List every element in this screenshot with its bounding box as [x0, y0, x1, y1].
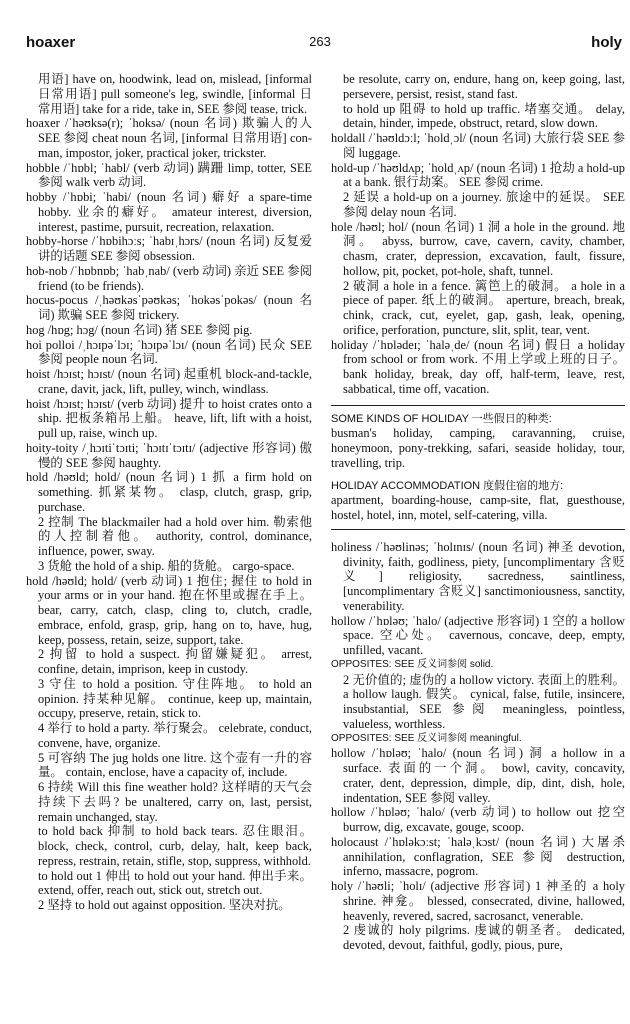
entry-hold-up: hold-up /ˈhəʊldʌp; ˈholdˌʌp/ (noun 名词) 1 抢劫 a hold-up at a bank. 银行劫案。 SEE 参阅 crime.: [331, 160, 625, 190]
right-column: [331, 72, 625, 953]
phrase-hold-up: to hold up 阻碍 to hold up traffic. 堵塞交通。 delay, detain, hinder, impede, obstruct, retard, slow down.: [343, 101, 625, 131]
entry-hob-nob: hob-nob /ˈhɒbnɒb; ˈhabˌnab/ (verb 动词) 亲近 SEE 参阅 friend (to be friends).: [26, 263, 312, 293]
sense-holy-2: 2 虔诚的 holy pilgrims. 虔诚的朝圣者。 dedicated, devoted, devout, faithful, godly, pious, pure,: [343, 923, 625, 952]
sense-hold-out-2: 2 坚持 to hold out against opposition. 坚决对抗。: [38, 898, 291, 912]
entry-continuation: be resolute, carry on, endure, hang on, keep going, last, persevere, persist, resist, stand fast.: [343, 72, 625, 101]
sense-hold-up-2: 2 延误 a hold-up on a journey. 旅途中的延误。 SEE 参阅 delay noun 名词.: [343, 190, 625, 219]
entry-hoaxer: hoaxer /ˈhəʊksə(r); ˈhoksə/ (noun 名词) 欺骗人的人 SEE 参阅 cheat noun 名词, [informal 日常用语] con-man, impostor, joker, practical joker, trickster.: [26, 116, 312, 160]
entry-hole: hole /həʊl; hol/ (noun 名词) 1 洞 a hole in the ground. 地洞。 abyss, burrow, cave, cavern, cavity, chamber, chasm, crater, depression, excavation, fault, fissure, hollow, pit, pocket, pot-hole, shaft, tunnel.: [331, 219, 625, 278]
entry-holy: holy /ˈhəʊli; ˈholɪ/ (adjective 形容词) 1 神圣的 a holy shrine. 神龛。 blessed, consecrated, divine, hallowed, heavenly, revered, sacred, sacrosanct, venerable.: [331, 879, 625, 923]
entry-hobble: hobble /ˈhɒbl; ˈhabl/ (verb 动词) 蹒跚 limp, totter, SEE 参阅 walk verb 动词.: [26, 160, 312, 190]
sense-hold-verb-4: 4 举行 to hold a party. 举行聚会。 celebrate, conduct, convene, have, organize.: [38, 721, 312, 750]
entry-holiday: holiday /ˈhɒlədeɪ; ˈhaləˌde/ (noun 名词) 假日 a holiday from school or from work. 不用上学或上班的日子。 bank holiday, break, day off, half-term, leave, rest, sabbatical, time off, vacation.: [331, 337, 625, 396]
entry-hoist-verb: hoist /hɔɪst; hɔɪst/ (verb 动词) 提升 to hoist crates onto a ship. 把板条箱吊上船。 heave, lift, lift with a hoist, pull up, raise, winch up.: [26, 396, 312, 440]
entry-hollow-verb: hollow /ˈhɒləʊ; ˈhalo/ (verb 动词) to hollow out 挖空 burrow, dig, excavate, gouge, scoop.: [331, 805, 625, 834]
entry-hold-noun: hold /həʊld; hold/ (noun 名词) 1 抓 a firm hold on something. 抓紧某物。 clasp, clutch, grasp, grip, purchase.: [26, 470, 312, 514]
entry-hoity-toity: hoity-toity /ˌhɔɪtiˈtɔɪti; ˈhɔɪtɪˈtɔɪtɪ/ (adjective 形容词) 傲慢的 SEE 参阅 haughty.: [26, 440, 312, 470]
entry-hollow-noun: hollow /ˈhɒləʊ; ˈhalo/ (noun 名词) 洞 a hollow in a surface. 表面的一个洞。 bowl, cavity, concavity, crater, dent, depression, dimple, dip, dint, dish, hole, indentation, SEE 参阅 valley.: [331, 746, 625, 805]
entry-hog: hog /hɒg; hɔg/ (noun 名词) 猪 SEE 参阅 pig.: [26, 322, 253, 337]
left-guide-word: hoaxer: [26, 34, 76, 51]
page-header: [0, 0, 630, 60]
sense-hold-verb-2: 2 拘留 to hold a suspect. 拘留嫌疑犯。 arrest, confine, detain, imprison, keep in custody.: [38, 647, 312, 676]
holiday-info-box: [331, 405, 625, 530]
entry-hollow-adj: hollow /ˈhɒləʊ; ˈhalo/ (adjective 形容词) 1 空的 a hollow space. 空心处。 cavernous, concave, deep, empty, unfilled, vacant.: [331, 613, 625, 657]
right-guide-word: holy: [591, 34, 622, 51]
entry-holdall: holdall /ˈhəʊldɔːl; ˈholdˌɔl/ (noun 名词) 大旅行袋 SEE 参阅 luggage.: [331, 131, 625, 160]
entry-continuation: 用语] have on, hoodwink, lead on, mislead, [informal 日常用语] pull someone's leg, swindle, [informal 日常用语] take for a ride, take in, SEE 参阅 tease, trick.: [38, 72, 312, 116]
sense-hold-verb-6: 6 持续 Will this fine weather hold? 这样晴的天气会持续下去吗? be unaltered, carry on, last, persist, remain unchanged, stay.: [38, 780, 312, 824]
phrase-hold-back: to hold back 抑制 to hold back tears. 忍住眼泪。 block, check, control, curb, delay, halt, keep back, repress, restrain, retain, stifle, stop, suppress, withhold.: [38, 824, 312, 868]
sense-hold-verb-3: 3 守住 to hold a position. 守住阵地。 to hold an opinion. 持某种见解。 continue, keep up, maintain, occupy, preserve, retain, stick to.: [38, 676, 312, 721]
entry-hobby: hobby /ˈhɒbi; ˈhabi/ (noun 名词) 癖好 a spare-time hobby. 业余的癖好。 amateur interest, diversion, interest, pastime, pursuit, recreation, relaxation.: [26, 190, 312, 234]
entry-hocus-pocus: hocus-pocus /ˌhəʊkəsˈpəʊkəs; ˈhokəsˈpokəs/ (noun 名词) 欺骗 SEE 参阅 trickery.: [26, 293, 312, 322]
entry-hoi-polloi: hoi polloi /ˌhɔɪpəˈlɔɪ; ˈhɔɪpəˈlɔɪ/ (noun 名词) 民众 SEE 参阅 people noun 名词.: [26, 337, 312, 367]
phrase-hold-out: to hold out 1 伸出 to hold out your hand. 伸出手来。 extend, offer, reach out, stick out, stretch out.: [38, 868, 312, 898]
entry-hoist-noun: hoist /hɔɪst; hɔɪst/ (noun 名词) 起重机 block-and-tackle, crane, davit, jack, lift, pulley, winch, windlass.: [26, 367, 312, 396]
sense-hole-2: 2 破洞 a hole in a fence. 篱笆上的破洞。 a hole in a piece of paper. 纸上的破洞。 aperture, breach, break, chink, crack, cut, eyelet, gap, gash, leak, opening, orifice, perforation, puncture, slit, split, tear, vent.: [343, 278, 625, 337]
page-number: 263: [309, 34, 331, 49]
box-kinds-title: SOME KINDS OF HOLIDAY 一些假日的种类:: [331, 412, 552, 425]
entry-holiness: holiness /ˈhəʊlinəs; ˈholɪnɪs/ (noun 名词) 神圣 devotion, divinity, faith, godliness, piety, [uncomplimentary 含贬义] religiosity, sacredness, saintliness, [uncomplimentary 含贬义] sanctimoniousness, sanctity, venerability.: [331, 539, 625, 613]
entry-holocaust: holocaust /ˈhɒləkɔːst; ˈhaləˌkɔst/ (noun 名词) 大屠杀 annihilation, conflagration, SEE 参阅 destruction, inferno, massacre, pogrom.: [331, 834, 625, 879]
sense-hollow-adj-2: 2 无价值的; 虚伪的 a hollow victory. 表面上的胜利。 a hollow laugh. 假笑。 cynical, false, futile, insincere, insubstantial, SEE 参阅 meaningless, pointless, valueless, worthless.: [343, 672, 625, 731]
opposites-meaningful: OPPOSITES: SEE 反义词参阅 meaningful.: [331, 732, 522, 744]
sense-hold-noun-2: 2 控制 The blackmailer had a hold over him. 勒索他的人控制着他。 authority, control, dominance, influence, power, sway.: [38, 514, 312, 558]
box-kinds-text: busman's holiday, camping, caravanning, cruise, honeymoon, pony-trekking, safari, seaside holiday, tour, travelling, trip.: [331, 426, 625, 470]
left-column: [26, 72, 312, 913]
opposites-solid: OPPOSITES: SEE 反义词参阅 solid.: [331, 658, 494, 670]
box-accommodation-text: apartment, boarding-house, camp-site, flat, guesthouse, hostel, hotel, inn, motel, self-catering, villa.: [331, 493, 625, 522]
sense-hold-verb-5: 5 可容纳 The jug holds one litre. 这个壶有一升的容量。 contain, enclose, have a capacity of, include.: [38, 750, 312, 780]
sense-hold-noun-3: 3 货舱 the hold of a ship. 船的货舱。 cargo-space.: [38, 558, 295, 573]
box-accommodation-title: HOLIDAY ACCOMMODATION 度假住宿的地方:: [331, 479, 564, 492]
entry-hold-verb: hold /həʊld; hold/ (verb 动词) 1 抱住; 握住 to hold in your arms or in your hand. 抱在怀里或握在手上。 bear, carry, catch, clasp, cling to, clutch, cradle, embrace, enfold, grasp, grip, hang on to, have, hug, keep, possess, retain, seize, support, take.: [26, 573, 312, 647]
entry-hobby-horse: hobby-horse /ˈhɒbihɔːs; ˈhabɪˌhɔrs/ (noun 名词) 反复爱讲的话题 SEE 参阅 obsession.: [26, 234, 312, 263]
